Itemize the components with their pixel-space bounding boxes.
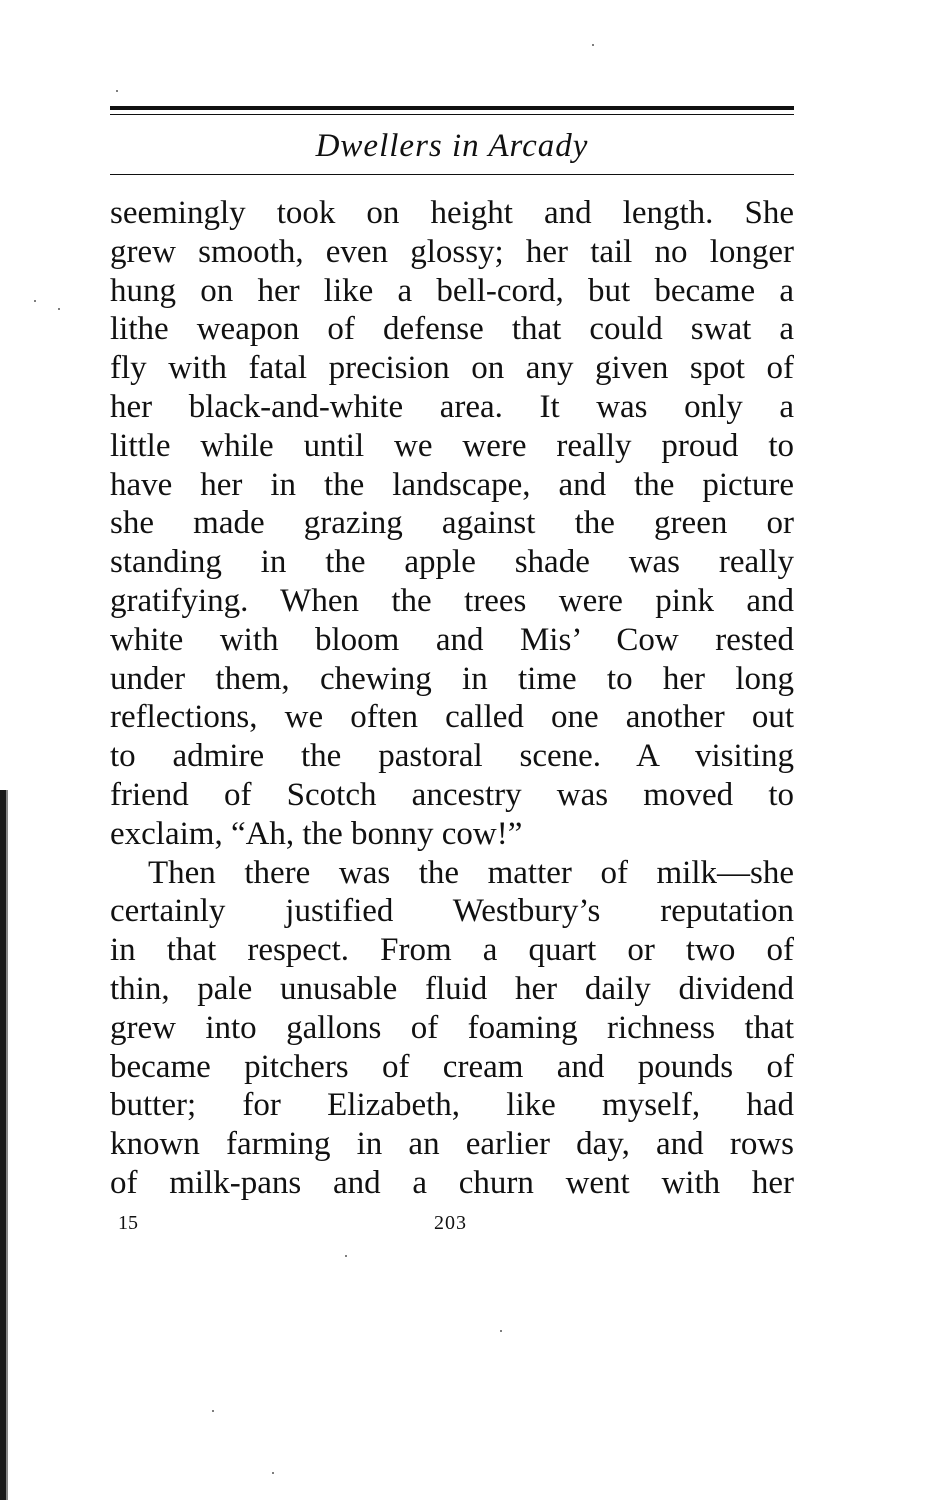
text-line: butter; for Elizabeth, like myself, had — [110, 1087, 794, 1124]
text-line: Then there was the matter of milk—she — [148, 854, 794, 891]
page-footer — [118, 1212, 794, 1242]
text-line: she made grazing against the green or — [110, 505, 794, 542]
text-line: fly with fatal precision on any given spot of — [110, 350, 794, 387]
text-line: seemingly took on height and length. She — [110, 195, 794, 231]
text-line: exclaim, “Ah, the bonny cow!” — [110, 815, 523, 852]
paper-speck — [212, 1410, 214, 1412]
paper-speck — [592, 44, 594, 46]
running-head-rule — [110, 174, 794, 175]
paper-speck — [58, 308, 60, 310]
text-line: in that respect. From a quart or two of — [110, 932, 794, 969]
text-line: became pitchers of cream and pounds of — [110, 1048, 794, 1085]
text-line: her black-and-white area. It was only a — [110, 388, 794, 425]
text-line: hung on her like a bell-cord, but became a — [110, 272, 794, 309]
header-rule-thin — [110, 114, 794, 115]
text-line: little while until we were really proud to — [110, 427, 794, 464]
text-line: standing in the apple shade was really — [110, 544, 794, 581]
text-line: friend of Scotch ancestry was moved to — [110, 776, 794, 813]
header-rule-thick — [110, 106, 794, 110]
text-line: thin, pale unusable fluid her daily dividend — [110, 970, 794, 1007]
text-line: white with bloom and Mis’ Cow rested — [110, 621, 794, 658]
text-line: gratifying. When the trees were pink and — [110, 582, 794, 619]
paper-speck — [345, 1255, 347, 1257]
text-line: have her in the landscape, and the picture — [110, 466, 794, 503]
text-line: lithe weapon of defense that could swat a — [110, 311, 794, 348]
text-line: under them, chewing in time to her long — [110, 660, 794, 697]
paper-speck — [500, 1330, 502, 1332]
text-line: certainly justified Westbury’s reputation — [110, 893, 794, 930]
text-line: grew into gallons of foaming richness that — [110, 1009, 794, 1046]
page-number: 203 — [434, 1212, 467, 1234]
body-text — [110, 194, 794, 1203]
text-line: grew smooth, even glossy; her tail no longer — [110, 233, 794, 270]
running-head: Dwellers in Arcady — [315, 128, 589, 164]
paper-speck — [272, 1472, 274, 1474]
text-line: known farming in an earlier day, and rows — [110, 1126, 794, 1163]
signature-mark: 15 — [118, 1212, 138, 1234]
paper-speck — [116, 90, 118, 92]
paper-speck — [34, 300, 36, 302]
text-line: of milk-pans and a churn went with her — [110, 1164, 794, 1201]
text-line: to admire the pastoral scene. A visiting — [110, 738, 794, 775]
binding-shadow-edge — [6, 790, 8, 1500]
text-line: reflections, we often called one another out — [110, 699, 794, 736]
